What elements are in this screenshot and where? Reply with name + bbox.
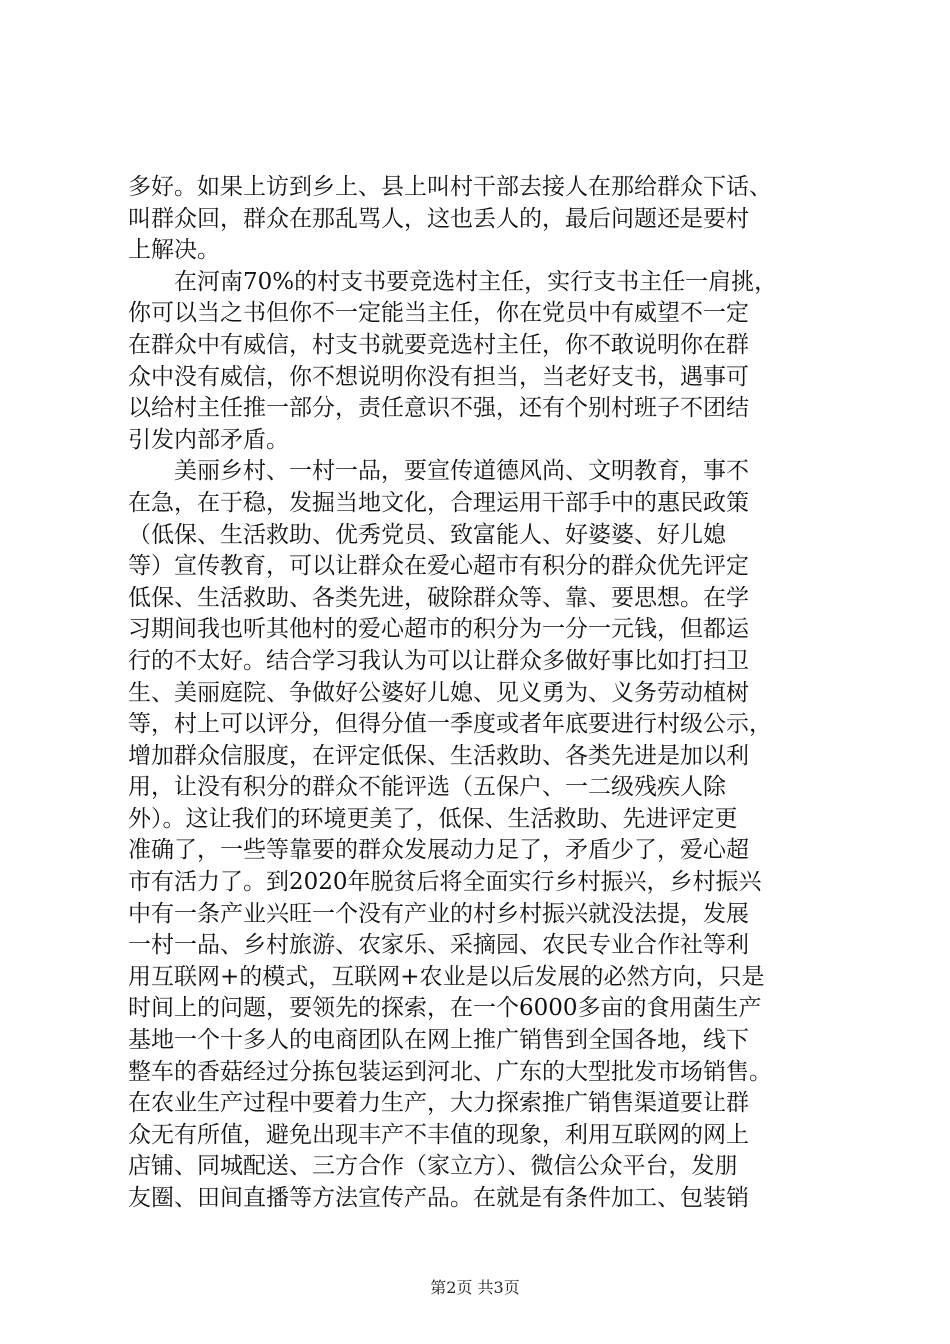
text-line: 众中没有威信，你不想说明你没有担当，当老好支书，遇事可 xyxy=(128,363,749,390)
text-line: 基地一个十多人的电商团队在网上推广销售到全国各地，线下 xyxy=(128,1027,749,1054)
text-line: （低保、生活救助、优秀党员、致富能人、好婆婆、好儿媳 xyxy=(128,521,726,548)
text-line: 你可以当之书但你不一定能当主任，你在党员中有威望不一定 xyxy=(128,300,749,327)
body-text xyxy=(128,172,828,1215)
text-line: 叫群众回，群众在那乱骂人，这也丢人的，最后问题还是要村 xyxy=(128,205,749,232)
text-line: 友圈、田间直播等方法宣传产品。在就是有条件加工、包装销 xyxy=(128,1185,749,1211)
text-line: 低保、生活救助、各类先进，破除群众等、靠、要思想。在学 xyxy=(128,584,749,611)
text-line: 店铺、同城配送、三方合作（家立方）、微信公众平台，发朋 xyxy=(128,1153,738,1180)
text-line: 在河南70%的村支书要竞选村主任，实行支书主任一肩挑， xyxy=(128,268,778,295)
text-line: 外）。这让我们的环境更美了，低保、生活救助、先进评定更 xyxy=(128,805,738,832)
page-footer: 第2页 共3页 xyxy=(430,1278,520,1297)
text-line: 生、美丽庭院、争做好公婆好儿媳、见义勇为、义务劳动植树 xyxy=(128,679,749,706)
text-line: 在农业生产过程中要着力生产，大力探索推广销售渠道要让群 xyxy=(128,1090,749,1117)
text-line: 以给村主任推一部分，责任意识不强，还有个别村班子不团结 xyxy=(128,395,749,422)
text-line: 中有一条产业兴旺一个没有产业的村乡村振兴就没法提，发展 xyxy=(128,900,749,927)
text-line: 众无有所值，避免出现丰产不丰值的现象，利用互联网的网上 xyxy=(128,1121,749,1148)
text-line: 用互联网+的模式，互联网+农业是以后发展的必然方向，只是 xyxy=(128,963,765,990)
text-line: 市有活力了。到2020年脱贫后将全面实行乡村振兴，乡村振兴 xyxy=(128,869,762,896)
text-line: 上解决。 xyxy=(128,237,220,264)
text-line: 在群众中有威信，村支书就要竞选村主任，你不敢说明你在群 xyxy=(128,331,749,358)
text-line: 美丽乡村、一村一品，要宣传道德风尚、文明教育，事不 xyxy=(128,458,749,485)
text-line: 一村一品、乡村旅游、农家乐、采摘园、农民专业合作社等利 xyxy=(128,932,749,959)
text-line: 等，村上可以评分，但得分值一季度或者年底要进行村级公示， xyxy=(128,711,772,738)
text-line: 用，让没有积分的群众不能评选（五保户、一二级残疾人除 xyxy=(128,774,726,801)
text-line: 时间上的问题，要领先的探索，在一个6000多亩的食用菌生产 xyxy=(128,995,762,1022)
text-line: 引发内部矛盾。 xyxy=(128,426,289,453)
text-line: 多好。如果上访到乡上、县上叫村干部去接人在那给群众下话、 xyxy=(128,174,772,200)
text-line: 等）宣传教育，可以让群众在爱心超市有积分的群众优先评定 xyxy=(128,553,749,580)
text-line: 准确了，一些等靠要的群众发展动力足了，矛盾少了，爱心超 xyxy=(128,837,749,864)
text-line: 在急，在于稳，发掘当地文化，合理运用干部手中的惠民政策 xyxy=(128,489,749,516)
text-line: 增加群众信服度，在评定低保、生活救助、各类先进是加以利 xyxy=(128,742,749,769)
text-line: 行的不太好。结合学习我认为可以让群众多做好事比如打扫卫 xyxy=(128,647,749,674)
text-line: 习期间我也听其他村的爱心超市的积分为一分一元钱，但都运 xyxy=(128,616,749,643)
text-line: 整车的香菇经过分拣包装运到河北、广东的大型批发市场销售。 xyxy=(128,1058,772,1085)
